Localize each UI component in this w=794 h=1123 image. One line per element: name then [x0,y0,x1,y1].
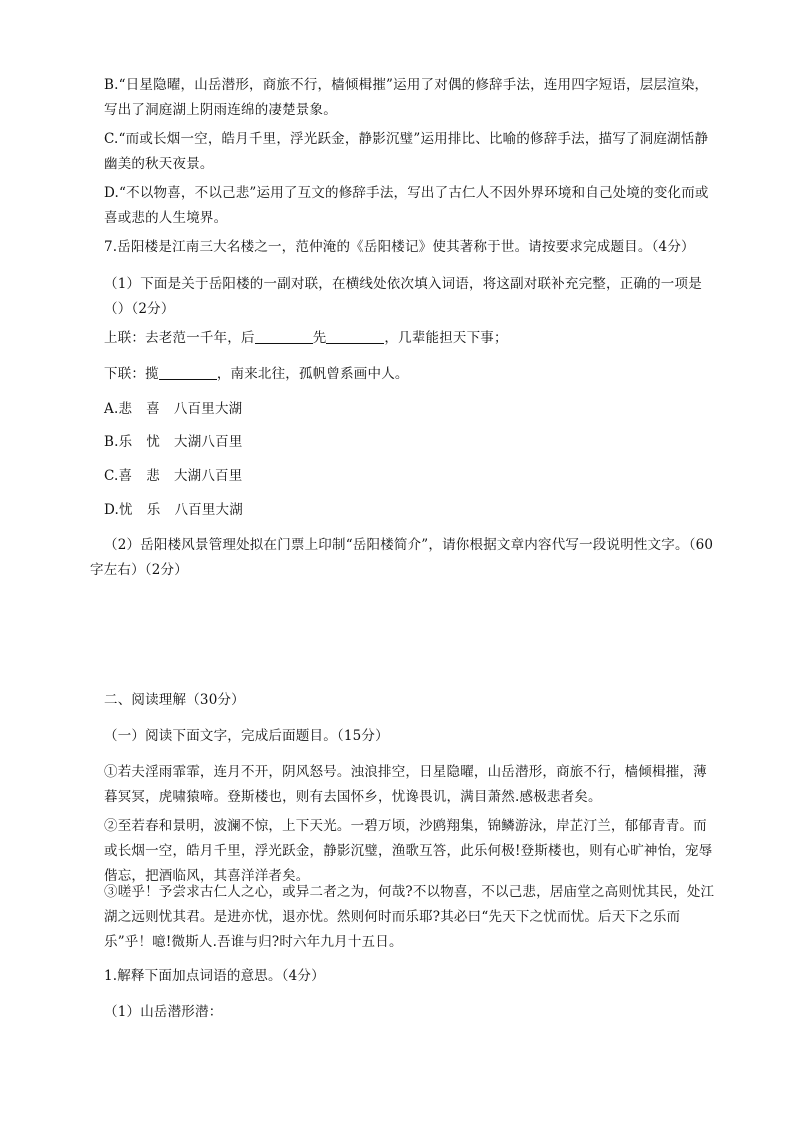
question-1: 1.解释下面加点词语的意思。（4分） [104,968,325,984]
choice-word: 悲 [118,401,133,417]
choice-c[interactable] [104,464,716,489]
couplet-upper-part2: 先 [312,330,327,346]
choice-b[interactable] [104,430,716,455]
choice-a[interactable] [104,397,716,422]
choice-word: 大湖八百里 [173,468,243,484]
choice-word: 大湖八百里 [174,434,243,450]
choice-word: 喜 [118,468,133,484]
choice-word: 八百里大湖 [173,401,243,417]
choice-word: 乐 [146,502,161,518]
couplet-lower-part2: ，南来北往，孤帆曾系画中人。 [216,366,409,382]
answer-blank[interactable] [326,329,384,344]
choice-word: 乐 [118,434,133,450]
passage-paragraph-2: ②至若春和景明，波澜不惊，上下天光。一碧万顷，沙鸥翔集，锦鳞游泳，岸芷汀兰，郁郁青青。而或长烟一空，皓月千里，浮光跃金，静影沉璧，渔歌互答，此乐何极!登斯楼也，则有心旷神怡，宠辱偕忘，把酒临风，其喜洋洋者矣。 [104,818,713,884]
choice-word: 喜 [146,401,160,417]
question-7-sub1: （1）下面是关于岳阳楼的一副对联，在横线处依次填入词语，将这副对联补充完整，正确的一项是（）（2分） [104,276,702,317]
question-1-item-1: （1）山岳潜形潜： [104,1004,223,1020]
couplet-lower [104,362,716,387]
option-b: B.“日星隐曜，山岳潜形，商旅不行，樯倾楫摧”运用了对偶的修辞手法，连用四字短语，层层渲染，写出了洞庭湖上阴雨连绵的凄楚景象。 [104,77,709,118]
choice-letter: A. [104,401,119,417]
section-heading: 二、阅读理解（30分） [104,692,245,708]
answer-blank[interactable] [255,329,313,344]
option-d: D.“不以物喜，不以己悲”运用了互文的修辞手法，写出了古仁人不因外界环境和自己处境的变化而或喜或悲的人生境界。 [104,185,709,226]
passage-paragraph-3: ③嗟乎！予尝求古仁人之心，或异二者之为，何哉?不以物喜，不以己悲，居庙堂之高则忧其民，处江湖之远则忧其君。是进亦忧，退亦忧。然则何时而乐耶?其必曰“先天下之忧而忧。后天下之乐而乐”乎！噫!微斯人.吾谁与归?时六年九月十五日。 [104,884,715,950]
part-heading: （一）阅读下面文字，完成后面题目。（15分） [104,728,389,744]
choice-d[interactable] [104,498,716,523]
answer-blank[interactable] [159,365,217,380]
choice-word: 忧 [146,434,161,450]
choice-word: 悲 [146,468,160,484]
couplet-upper-part3: ，几辈能担天下事； [384,330,508,346]
couplet-lower-part1: 下联：揽 [104,366,159,382]
question-7-sub2: （2）岳阳楼风景管理处拟在门票上印制“岳阳楼简介”，请你根据文章内容代写一段说明性文字。（60字左右）（2分） [90,537,714,578]
question-7-stem: 7.岳阳楼是江南三大名楼之一，范仲淹的《岳阳楼记》使其著称于世。请按要求完成题目。（4分） [104,239,695,255]
choice-word: 八百里大湖 [174,502,243,518]
choice-letter: B. [104,434,119,450]
couplet-upper-part1: 上联：去老范一千年，后 [104,330,255,346]
choice-letter: C. [104,468,119,484]
choice-letter: D. [104,502,120,518]
choice-word: 忧 [119,502,133,518]
option-c: C.“而或长烟一空，皓月千里，浮光跃金，静影沉璧”运用排比、比喻的修辞手法，描写了洞庭湖恬静幽美的秋天夜景。 [104,131,709,172]
couplet-upper [104,326,716,351]
passage-paragraph-1: ①若夫淫雨霏霏，连月不开，阴风怒号。浊浪排空，日星隐曜，山岳潜形，商旅不行，樯倾楫摧，薄暮冥冥，虎啸猿啼。登斯楼也，则有去国怀乡，忧谗畏讥，满目萧然.感极悲者矣。 [104,764,707,805]
